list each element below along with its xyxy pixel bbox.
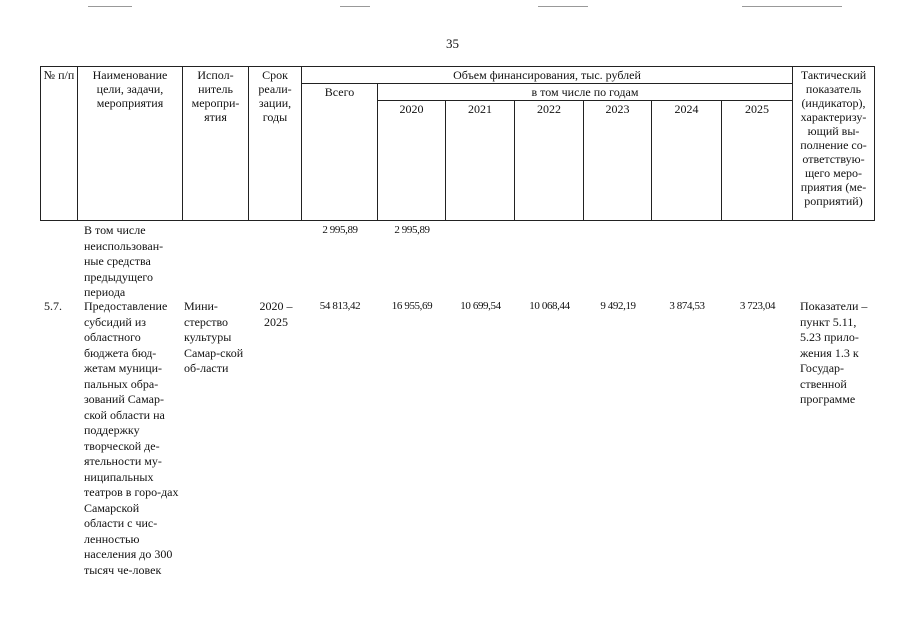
scan-edge-line <box>88 6 132 7</box>
header-col-term: Срок реали-зации, годы <box>249 67 302 221</box>
header-col-total: Всего <box>302 84 378 221</box>
header-year-2025: 2025 <box>722 101 793 221</box>
header-col-funding: Объем финансирования, тыс. рублей <box>302 67 793 84</box>
row-name: В том числе неиспользован-ные средства предыдущего периода <box>84 223 164 299</box>
row-total: 54 813,42 <box>319 300 361 312</box>
row-term: 2020 – 2025 <box>259 299 293 329</box>
header-year-2021: 2021 <box>446 101 515 221</box>
header-col-by-years: в том числе по годам <box>378 84 793 101</box>
table-row <box>40 299 875 599</box>
header-year-2024: 2024 <box>652 101 722 221</box>
row-year-2023: 9 492,19 <box>600 300 636 312</box>
row-year-2020: 2 995,89 <box>394 224 430 236</box>
header-year-2020: 2020 <box>378 101 446 221</box>
row-name: Предоставление субсидий из областного бюджета бюд-жетам муници-пальных обра-зований Самар-ской области на поддержку творческой де-ятельности му-ниципальных театров в горо-дах Самарской области с чис-ленностью населения до 300 тысяч че-ловек <box>84 299 179 577</box>
row-year-2025: 3 723,04 <box>739 300 776 312</box>
scan-edge-line <box>538 6 588 7</box>
scan-edge-line <box>340 6 370 7</box>
page-number: 35 <box>446 36 459 51</box>
header-col-executor: Испол-нитель меропри-ятия <box>183 67 249 221</box>
header-year-2023: 2023 <box>584 101 652 221</box>
row-year-2022: 10 068,44 <box>529 300 570 312</box>
row-executor: Мини-стерство культуры Самар-ской об-ласти <box>184 299 244 375</box>
row-year-2020: 16 955,69 <box>391 300 433 312</box>
scan-edge-line <box>742 6 842 7</box>
row-no: 5.7. <box>44 299 62 313</box>
row-year-2021: 10 699,54 <box>460 300 501 312</box>
table-row <box>40 223 875 298</box>
row-year-2024: 3 874,53 <box>669 300 705 312</box>
header-year-2022: 2022 <box>515 101 584 221</box>
row-total: 2 995,89 <box>322 224 358 236</box>
header-col-indicator: Тактический показатель (индикатор), характеризу-ющий вы-полнение со-ответствую-щего меро-приятия (ме-роприятий) <box>793 67 875 221</box>
funding-table-header <box>40 66 875 221</box>
header-col-no: № п/п <box>41 67 78 221</box>
header-col-name: Наименование цели, задачи, мероприятия <box>78 67 183 221</box>
row-indicator: Показатели – пункт 5.11, 5.23 прило-жения 1.3 к Государ-ственной программе <box>800 299 868 406</box>
